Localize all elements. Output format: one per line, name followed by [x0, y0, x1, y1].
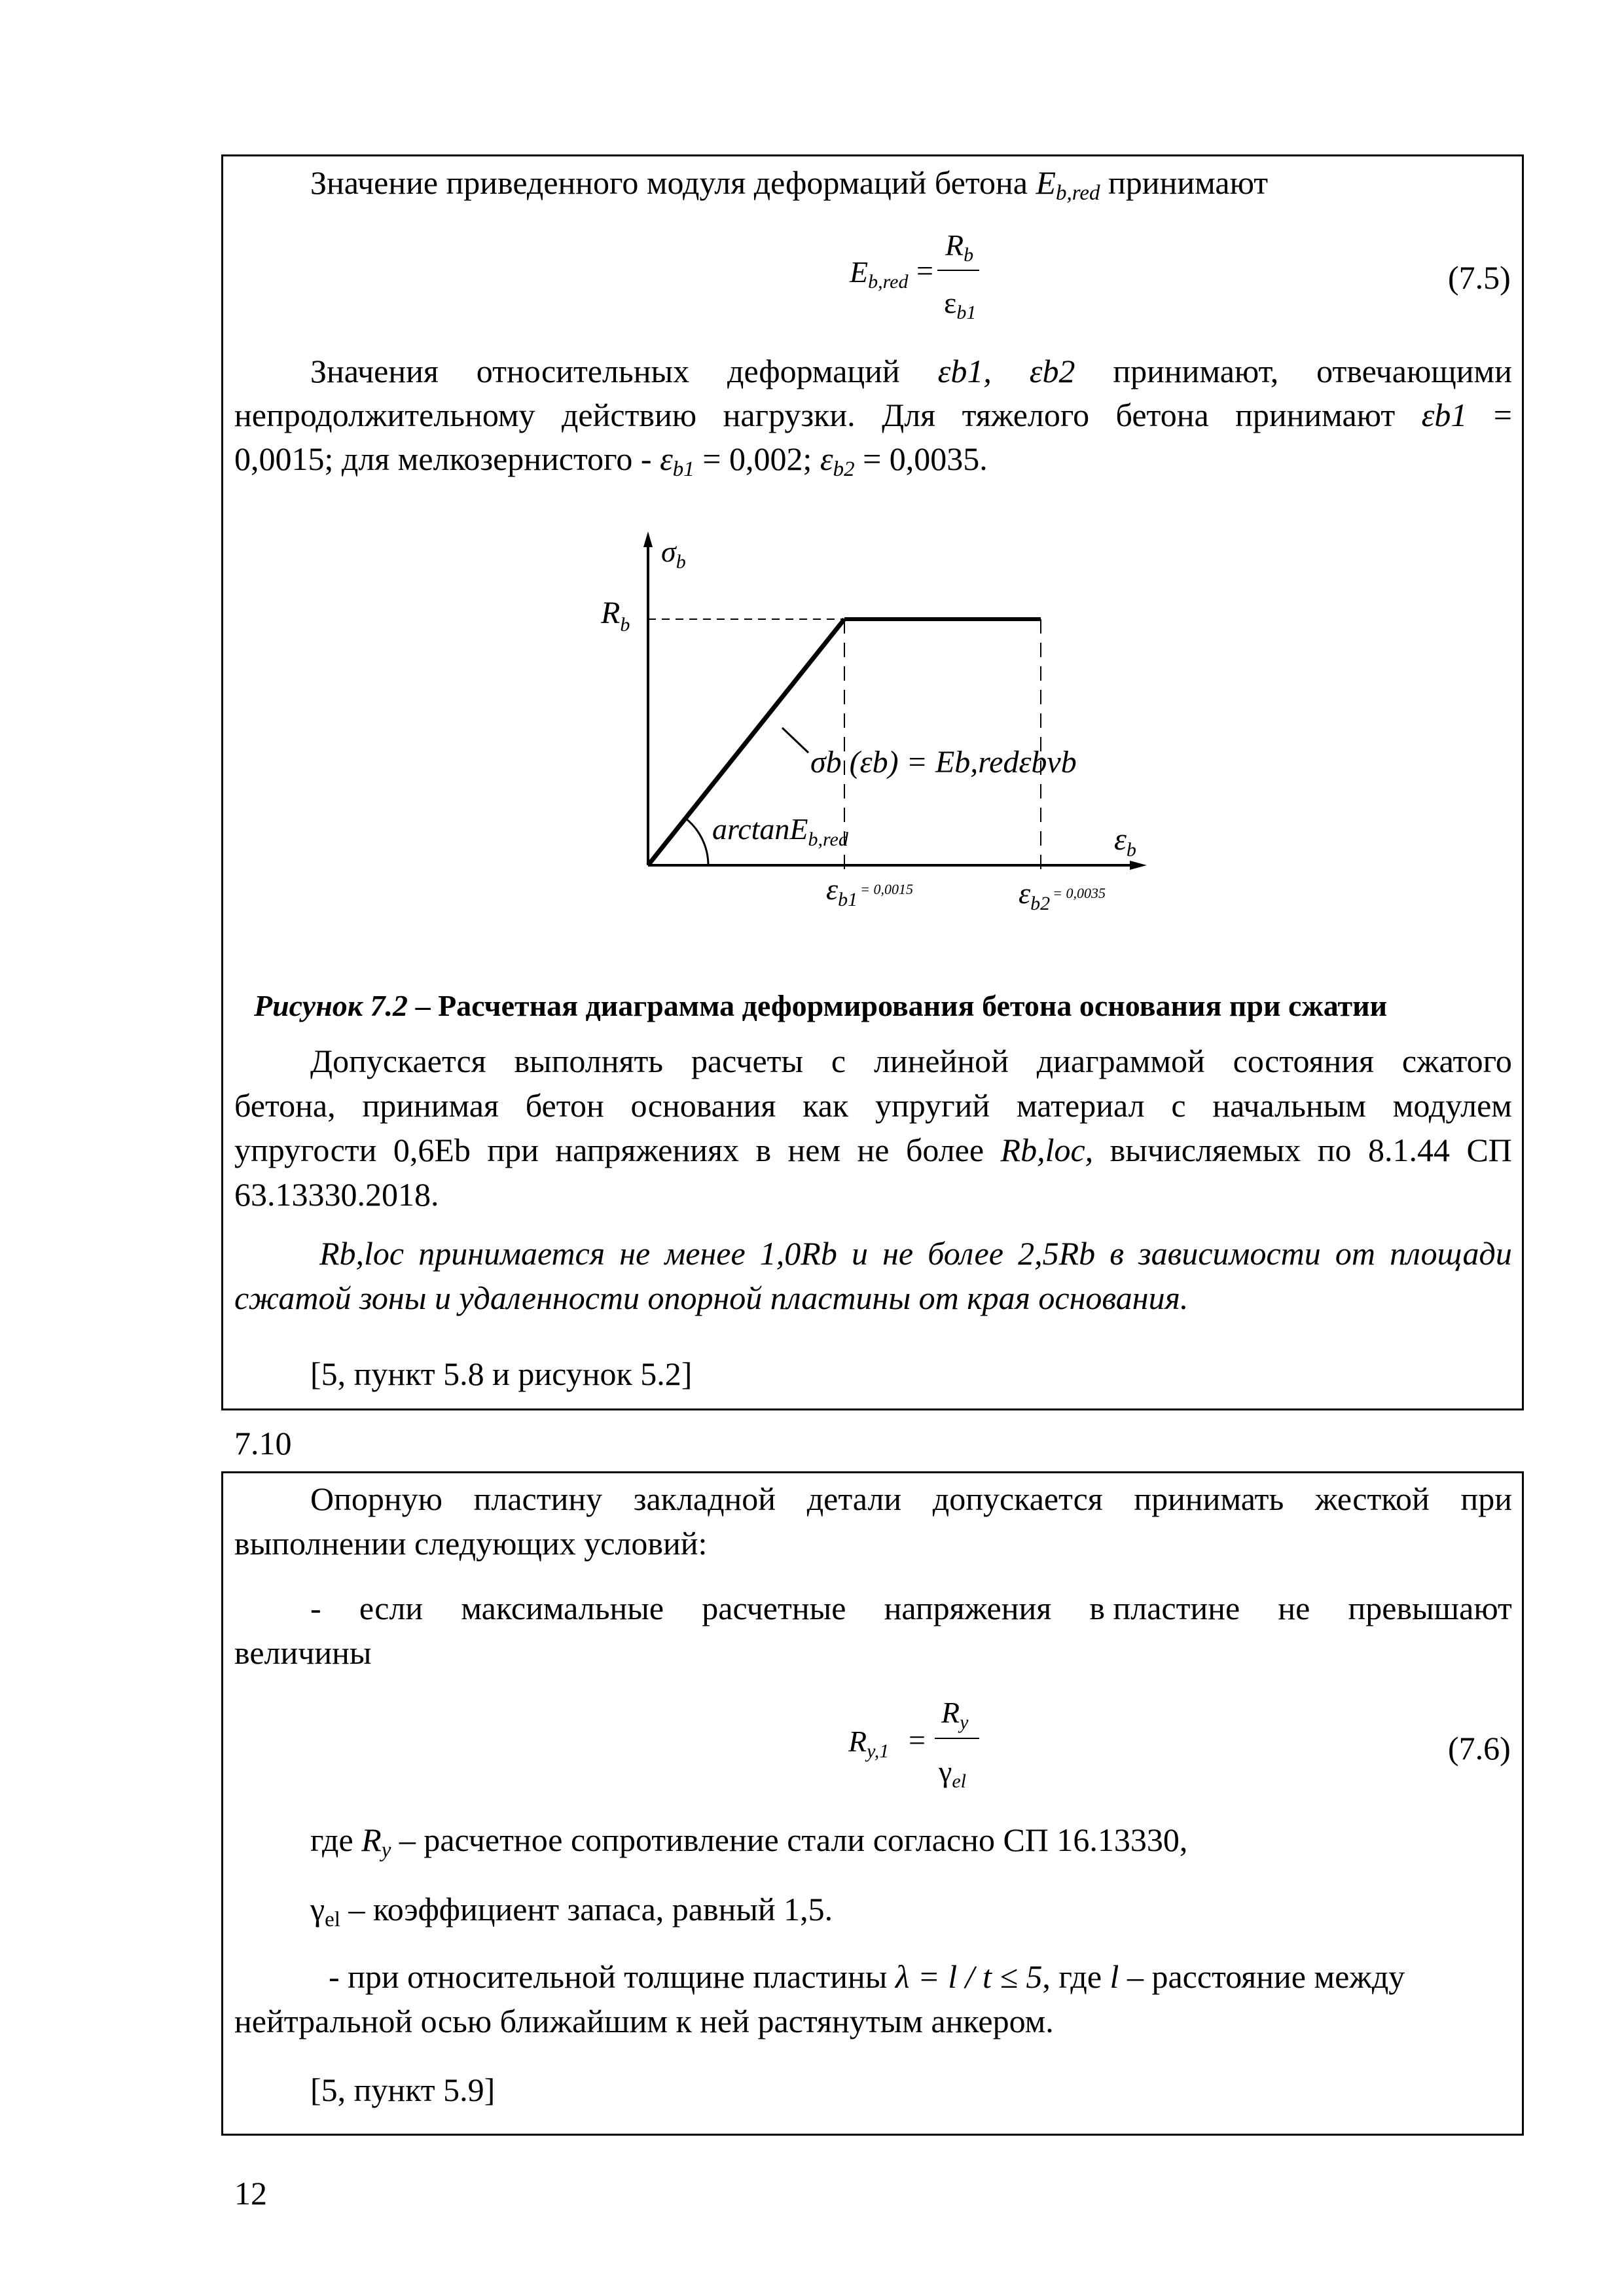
eb2-label: $\varepsilon_{b2}$ $^{= 0,0035}$ [1019, 876, 1106, 914]
cond-line1: - при относительной толщине пластины λ = l / t ≤ 5, где l – расстояние между [329, 1958, 1405, 1995]
para2-line2: бетона, принимая бетон основания как упругий материал с начальным модулем [234, 1087, 1512, 1124]
formula-number: (7.6) [1448, 1730, 1511, 1767]
curve-leader [782, 728, 808, 753]
s2-para1-line1: Опорную пластину закладной детали допускается принимать жесткой при [310, 1480, 1512, 1517]
para2-line4: 63.13330.2018. [234, 1176, 439, 1213]
para2-line1: Допускается выполнять расчеты с линейной диаграммой состояния сжатого [310, 1043, 1512, 1079]
fraction-bar [935, 1738, 979, 1739]
s2-para1-line2: выполнении следующих условий: [234, 1525, 708, 1562]
x-axis-label: $\varepsilon_b$ [1114, 822, 1136, 861]
para1-line1: Значения относительных деформаций εb1, εb2 принимают, отвечающими [310, 353, 1512, 389]
formula-numerator: Rb [945, 228, 974, 266]
where-gamma: γel – коэффициент запаса, равный 1,5. [310, 1891, 833, 1931]
s2-para2-line1: - если максимальные расчетные напряжения в пластине не превышают [310, 1590, 1512, 1626]
formula-lhs: Eb,red [850, 255, 909, 293]
curve-label: σb (εb) = Eb,redεbνb [810, 745, 1077, 780]
y-axis-label: $\sigma_b$ [661, 535, 686, 573]
cond-line2: нейтральной осью ближайшим к ней растянутым анкером. [234, 2003, 1054, 2039]
formula-number: (7.5) [1448, 259, 1511, 296]
rb-label: $R_b$ [601, 596, 630, 636]
section-number: 7.10 [234, 1425, 292, 1462]
eb1-label: $\varepsilon_{b1}$ $^{= 0,0015}$ [826, 872, 913, 910]
para3-line1: Rb,loc принимается не менее 1,0Rb и не более 2,5Rb в зависимости от площади [319, 1235, 1512, 1272]
reference-1: [5, пункт 5.8 и рисунок 5.2] [310, 1355, 693, 1392]
x-axis-arrow [1130, 861, 1147, 870]
angle-label: arctanE$_{b,red}$ [712, 812, 848, 850]
angle-arc [685, 818, 708, 865]
formula-denominator: εb1 [944, 286, 977, 323]
para2-line3: упругости 0,6Eb при напряжениях в нем не более Rb,loc, вычисляемых по 8.1.44 СП [234, 1132, 1512, 1168]
stress-strain-diagram [0, 0, 1624, 949]
y-axis-arrow [643, 531, 653, 547]
where-ry: где Ry – расчетное сопротивление стали согласно СП 16.13330, [310, 1821, 1188, 1862]
formula-denominator: γel [939, 1755, 966, 1792]
para3-line2: сжатой зоны и удаленности опорной пластины от края основания. [234, 1280, 1189, 1316]
para1-line2: непродолжительному действию нагрузки. Для тяжелого бетона принимают εb1 = [234, 397, 1512, 433]
reference-2: [5, пункт 5.9] [310, 2072, 496, 2108]
s2-para2-line2: величины [234, 1634, 372, 1671]
intro-line: Значение приведенного модуля деформаций бетона Eb,red принимают [310, 164, 1269, 205]
formula-equals: = [916, 254, 933, 287]
figure-caption: Рисунок 7.2 – Расчетная диаграмма деформирования бетона основания при сжатии [254, 989, 1388, 1022]
formula-lhs: Ry,1 [848, 1725, 890, 1762]
formula-numerator: Ry [941, 1696, 969, 1733]
page-number: 12 [234, 2175, 267, 2212]
para1-line3: 0,0015; для мелкозернистого - εb1 = 0,002; εb2 = 0,0035. [234, 440, 988, 481]
formula-equals: = [909, 1723, 926, 1757]
